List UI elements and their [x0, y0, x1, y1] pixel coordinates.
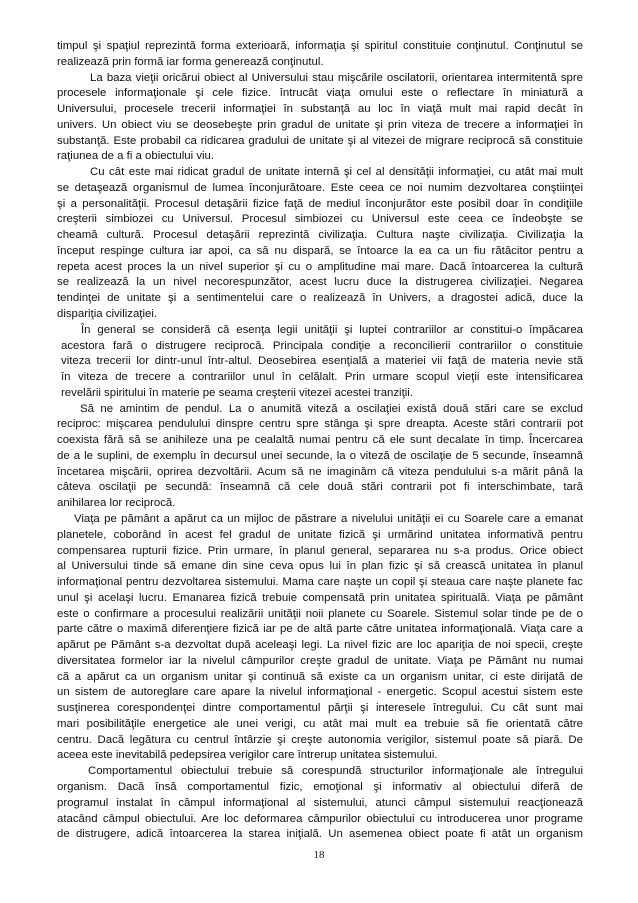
text-line: început respinge cultura iar apoi, ca să nu dispară, se întoarce la ea ca un fiu rătăcitor pentru a — [57, 244, 583, 257]
paragraph — [57, 402, 583, 512]
text-line: Viaţa pe pământ a apărut ca un mijloc de păstrare a nivelului unităţii ei cu Soarele care a emanat — [74, 512, 583, 525]
text-line: procesele informaţionale şi cele fizice. întrucât viaţa omului este o reflectare în miniatură a — [57, 87, 583, 100]
paragraph — [57, 39, 583, 71]
page-body-text — [57, 39, 583, 843]
text-line: susţinerea corespondenţei dintre comportamentul părţii şi interesele întregului. Cu cât sunt mai — [57, 702, 583, 715]
paragraph — [57, 512, 583, 764]
text-line: reciproc: mişcarea pendulului dinspre centru spre stânga şi spre dreapta. Aceste stări contrarii pot — [57, 418, 583, 431]
paragraph — [57, 165, 583, 323]
text-line: un sistem de autoreglare care apare la nivelul informaţional - energetic. Scopul acestui sistem este — [57, 686, 583, 699]
text-line: încetarea mişcării, oprirea dezvoltării. Acum să ne imaginăm că viteza pendulului s-a mărit până la — [57, 465, 583, 478]
text-line: organism. Dacă însă comportamentul fizic, emoţional şi informativ al obiectului diferă de — [57, 780, 583, 793]
paragraph — [57, 71, 583, 166]
text-line: unul şi acelaşi lucru. Emanarea fizică trebuie compensată prin unitatea spirituală. Viaţa pe pământ — [57, 591, 583, 604]
text-line: planetele, coborând în acest fel gradul de unitate fizică şi urmărind unitatea informativă pentru — [57, 528, 583, 541]
text-line: anihilarea lor reciprocă. — [57, 497, 176, 510]
text-line: de a le suplini, de exemplu în decursul unei secunde, la o viteză de oscilaţie de 5 secunde, înseamnă — [57, 449, 583, 462]
text-line: programul instalat în câmpul informaţional al sistemului, atunci câmpul sistemului reacţionează — [57, 796, 583, 809]
text-line: şi a personalităţii. Procesul detaşării fizice faţă de mediul înconjurător este posibil doar în condiţiile — [57, 197, 583, 210]
text-line: Comportamentul obiectului trebuie să corespundă structurilor informaţionale ale întregului — [88, 765, 583, 778]
text-line: diversitatea formelor iar la nivelul câmpurilor creşte gradul de unitate. Viaţa pe Pământ nu numai — [57, 654, 583, 667]
text-line: timpul şi spaţiul reprezintă forma exterioară, informaţia şi spiritul constituie conţinutul. Conţinutul se — [57, 40, 583, 52]
text-line: repeta acest proces la un nivel superior şi cu o amplitudine mai mare. Dacă întoarcerea la cultură — [57, 260, 583, 273]
text-line: apărut pe Pământ s-a dezvoltat după aceleaşi legi. La nivel fizic are loc apariţia de noi specii, creşte — [57, 639, 583, 652]
paragraph — [57, 764, 583, 843]
text-line: de distrugere, adică întoarcerea la starea iniţială. Un asemenea obiect poate fi atât un organism — [57, 828, 583, 841]
text-line: univers. Un obiect viu se deosebeşte prin gradul de unitate şi prin viteza de trecere a informaţiei în — [57, 118, 583, 131]
text-line: acestora fară o distrugere reciprocă. Principala condiţie a reconcilierii contrariilor o constituie — [61, 339, 583, 352]
text-line: mari posibilităţile energetice ale unei verigi, cu atât mai mult ea trebuie să fie orientată către — [57, 717, 583, 730]
text-line: Universului, procesele trecerii informaţiei în substanţă au loc în viaţă mult mai rapid decât în — [57, 103, 583, 116]
text-line: Cu cât este mai ridicat gradul de unitate internă şi cel al densităţii informaţiei, cu atât mai mult — [90, 166, 583, 179]
text-line: al Universului tinde să emane din sine ceva opus lui în plan fizic şi să crească unitatea în planul — [57, 560, 583, 573]
text-line: se realizează la un nivel necorespunzător, acest lucru duce la distrugerea civilizaţiei. Negarea — [57, 276, 583, 289]
paragraph — [57, 323, 583, 402]
text-line: cheamă cultură. Procesul detaşării reprezintă civilizaţia. Cultura naşte civilizaţia. Civilizaţia la — [57, 229, 583, 242]
text-line: este o confirmare a procesului realizării unităţii noii planete cu Soarele. Sistemul solar tinde pe de o — [57, 607, 583, 620]
text-line: tendinţei de unitate şi a sentimentelui care o realizează în Univers, a dragostei adică, duce la — [57, 292, 583, 305]
text-line: substanţă. Este probabil ca ridicarea gradului de unitate şi al vitezei de migrare reciprocă să constituie — [57, 134, 583, 147]
text-line: în viteza de trecere a contrariilor unul în celălalt. Prin urmare scopul vieţii este intensificarea — [61, 371, 583, 384]
text-line: realizează prin formă iar forma generează conţinutul. — [57, 55, 324, 68]
text-line: informaţional pentru dezvoltarea sistemului. Mama care naşte un copil şi steaua care naşte planete fac — [57, 576, 583, 589]
text-line: revelării spiritului în materie pe seama creşterii vitezei acestei tranziţii. — [61, 386, 413, 399]
text-line: aceea este inevitabilă pedepsirea verigilor care întrerup unitatea sistemului. — [57, 749, 438, 762]
text-line: compensarea rupturii fizice. Prin urmare, în planul general, separarea nu s-a produs. Orice obiect — [57, 544, 583, 557]
text-line: atacând câmpul obiectului. Are loc deformarea câmpurilor obiectului cu introducerea unor programe — [57, 812, 583, 825]
text-line: Să ne amintim de pendul. La o anumită viteză a oscilaţiei există două stări care se exclud — [80, 402, 583, 415]
text-line: centru. Dacă legătura cu centrul întârzie şi creşte autonomia verigilor, sistemul poate să piară. De — [57, 733, 583, 746]
text-line: se detaşează organismul de lumea înconjurătoare. Este ceea ce noi numim dezvoltarea conştiinţei — [57, 181, 583, 194]
text-line: În general se consideră că esenţa legii unităţii şi luptei contrariilor ar constitui-o împăcarea — [81, 323, 583, 336]
text-line: dispariţia civilizaţiei. — [57, 308, 158, 321]
text-line: raţiunea de a fi a obiectului viu. — [57, 150, 215, 163]
text-line: parte către o maximă diferenţiere fizică iar pe de altă parte către unitatea informaţională. Viaţa care a — [57, 623, 583, 636]
text-line: coexista fără să se anihileze una pe cealaltă numai pentru că ele sunt decalate în timp. Încercarea — [57, 434, 583, 447]
text-line: creşterii simbiozei cu Universul. Procesul simbiozei cu Universul este ceea ce îndeobşte se — [57, 213, 583, 226]
text-line: că a apărut ca un organism unitar şi continuă să existe ca un organism unitar, ci este dirijată de — [57, 670, 583, 683]
page-number: 18 — [313, 849, 325, 861]
text-line: viteza trecerii lor dintr-unul într-altul. Deosebirea esenţială a materiei vii faţă de materia nevie stă — [61, 355, 583, 368]
text-line: La baza vieţii oricărui obiect al Universului stau mişcările oscilatorii, orientarea intermitentă spre — [90, 71, 583, 84]
text-line: câteva oscilaţii pe secundă: înseamnă că cele două stări contrarii pot fi interschimbate, tară — [57, 481, 583, 494]
